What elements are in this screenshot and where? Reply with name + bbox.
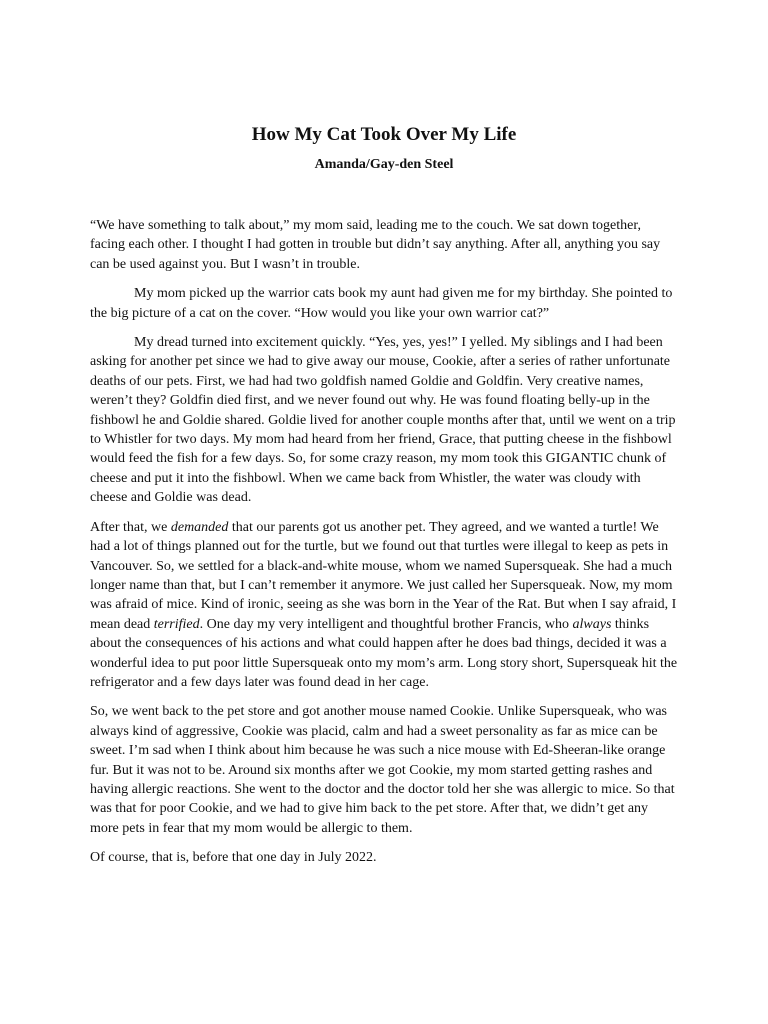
- paragraph-4-emphasis: always: [572, 616, 612, 632]
- story-body: [90, 216, 678, 868]
- paragraph-6: Of course, that is, before that one day in July 2022.: [90, 850, 377, 866]
- author-byline: Amanda/Gay-den Steel: [314, 157, 454, 172]
- paragraph-4-segment: thinks about the consequences of his actions and what could happen after he does bad things, decided it was a wonderful idea to put poor little Supersqueak onto my mom’s arm. Long story short, Supersqueak hit the refrigerator and a few days later was found dead in her cage.: [90, 616, 678, 690]
- paragraph-4-segment: After that, we: [90, 519, 171, 535]
- paragraph-4-emphasis: demanded: [170, 519, 229, 535]
- paragraph-4-segment: that our parents got us another pet. They agreed, and we wanted a turtle! We had a lot of things planned out for the turtle, but we found out that turtles were illegal to keep as pets in Vancouver. So, we settled for a black-and-white mouse, whom we named Supersqueak. She had a much longer name than that, but I can’t remember it anymore. We just called her Supersqueak. Now, my mom was afraid of mice. Kind of ironic, seeing as she was born in the Year of the Rat. But when I say afraid, I mean dead: [90, 519, 677, 632]
- paragraph-4: [90, 518, 678, 693]
- paragraph-3: My dread turned into excitement quickly. “Yes, yes, yes!” I yelled. My siblings and I had been asking for another pet since we had to give away our mouse, Cookie, after a series of rather unfortunate deaths of our pets. First, we had had two goldfish named Goldie and Goldfin. Very creative names, weren’t they? Goldfin died first, and we never found out why. He was found floating belly-up in the fishbowl he and Goldie shared. Goldie lived for another couple months after that, until we went on a trip to Whistler for two days. My mom had heard from her friend, Grace, that putting cheese in the fishbowl would feed the fish for a few days. So, for some crazy reason, my mom took this GIGANTIC chunk of cheese and put it into the fishbowl. When we came back from Whistler, the water was cloudy with cheese and Goldie was dead.: [90, 335, 676, 506]
- paragraph-4-segment: . One day my very intelligent and thoughtful brother Francis, who: [199, 616, 573, 632]
- paragraph-5: So, we went back to the pet store and got another mouse named Cookie. Unlike Supersqueak, who was always kind of aggressive, Cookie was placid, calm and had a sweet personality as far as mice can be sweet. I’m sad when I think about him because he was such a nice mouse with Ed-Sheeran-like orange fur. But it was not to be. Around six months after we got Cookie, my mom started getting rashes and having allergic reactions. She went to the doctor and the doctor told her she was allergic to mice. So that was that for poor Cookie, and we had to give him back to the pet store. After that, we didn’t get any more pets in fear that my mom would be allergic to them.: [90, 704, 675, 836]
- paragraph-1: “We have something to talk about,” my mom said, leading me to the couch. We sat down together, facing each other. I thought I had gotten in trouble but didn’t say anything. After all, anything you say can be used against you. But I wasn’t in trouble.: [90, 218, 661, 272]
- paragraph-2: My mom picked up the warrior cats book my aunt had given me for my birthday. She pointed to the big picture of a cat on the cover. “How would you like your own warrior cat?”: [90, 286, 673, 321]
- page-title: How My Cat Took Over My Life: [251, 124, 517, 145]
- paragraph-4-emphasis: terrified: [153, 616, 200, 632]
